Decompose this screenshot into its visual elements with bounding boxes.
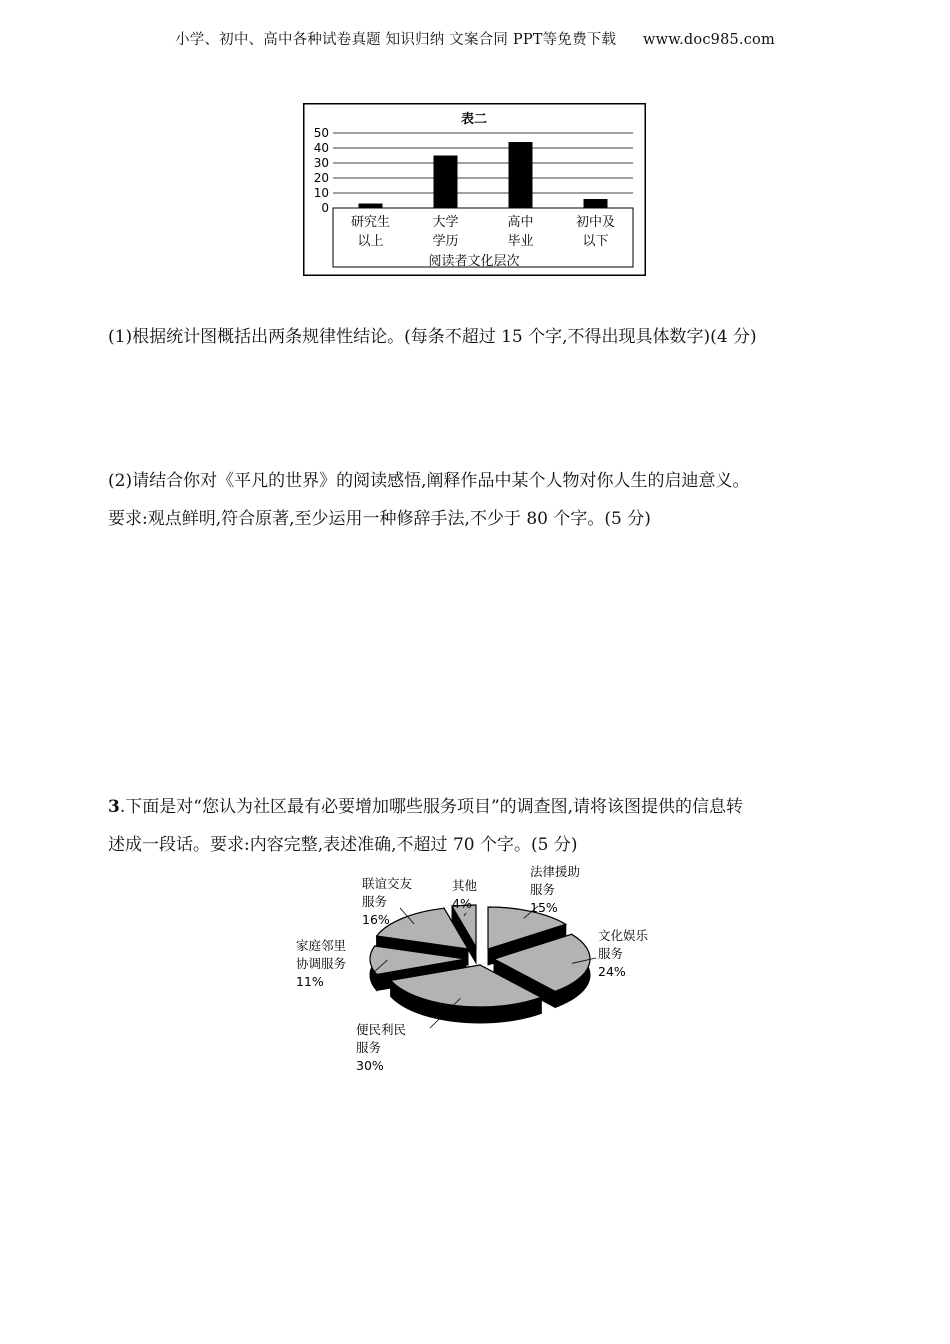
- pie-label-line: 24%: [598, 964, 626, 979]
- pie-label-line: 服务: [362, 894, 388, 909]
- y-tick-label: 40: [313, 141, 329, 155]
- category-label: 以上: [357, 234, 384, 249]
- pie-label-line: 便民利民: [356, 1022, 407, 1037]
- pie-label-line: 4%: [452, 896, 472, 911]
- category-label: 初中及: [575, 215, 616, 230]
- chart-title: 表二: [460, 112, 488, 127]
- category-label: 毕业: [507, 234, 534, 249]
- pie-label-line: 法律援助: [530, 864, 581, 879]
- y-tick-label: 0: [321, 201, 329, 215]
- question-3: [108, 788, 848, 864]
- pie-label-line: 家庭邻里: [296, 938, 347, 953]
- question-3-line-1: [108, 788, 848, 826]
- y-tick-label: 50: [313, 126, 329, 140]
- y-tick-label: 30: [313, 156, 329, 170]
- pie-slices: [370, 905, 590, 1023]
- bar: [434, 156, 458, 209]
- pie-label-line: 文化娱乐: [598, 928, 649, 943]
- x-axis-title: 阅读者文化层次: [428, 254, 520, 269]
- pie-label-line: 服务: [530, 882, 556, 897]
- category-label: 学历: [432, 234, 459, 249]
- pie-label-line: 联谊交友: [362, 876, 413, 891]
- category-label: 研究生: [350, 215, 391, 230]
- community-services-pie-chart: [280, 860, 680, 1090]
- reader-education-bar-chart: [303, 103, 646, 276]
- bar: [584, 199, 608, 208]
- chart-frame: [304, 104, 646, 276]
- question-3-number: 3: [108, 797, 120, 817]
- question-2-line-1: (2)请结合你对《平凡的世界》的阅读感悟,阐释作品中某个人物对你人生的启迪意义。: [108, 471, 750, 491]
- category-label: 大学: [432, 215, 459, 230]
- bar: [509, 142, 533, 208]
- pie-label-line: 11%: [296, 974, 324, 989]
- question-2: [108, 462, 848, 538]
- question-1: (1)根据统计图概括出两条规律性结论。(每条不超过 15 个字,不得出现具体数字)(4 分): [108, 327, 757, 347]
- question-3-text: .下面是对“您认为社区最有必要增加哪些服务项目”的调查图,请将该图提供的信息转: [119, 797, 744, 817]
- pie-label-line: 服务: [356, 1040, 382, 1055]
- pie-label-line: 协调服务: [296, 956, 347, 971]
- pie-label-line: 其他: [452, 878, 478, 893]
- pie-label-line: 服务: [598, 946, 624, 961]
- pie-label-line: 15%: [530, 900, 558, 915]
- category-label: 高中: [507, 215, 534, 230]
- pie-label-line: 16%: [362, 912, 390, 927]
- question-3-line-2: 述成一段话。要求:内容完整,表述准确,不超过 70 个字。(5 分): [108, 835, 578, 855]
- y-tick-label: 20: [313, 171, 329, 185]
- page-header: [0, 28, 950, 49]
- header-text: 小学、初中、高中各种试卷真题 知识归纳 文案合同 PPT等免费下载: [175, 32, 617, 48]
- y-tick-label: 10: [313, 186, 329, 200]
- pie-label-line: 30%: [356, 1058, 384, 1073]
- question-2-line-2: 要求:观点鲜明,符合原著,至少运用一种修辞手法,不少于 80 个字。(5 分): [108, 509, 651, 529]
- header-site: www.doc985.com: [642, 32, 775, 48]
- bar: [359, 204, 383, 209]
- pie-label: [524, 864, 580, 918]
- category-label: 以下: [582, 234, 609, 249]
